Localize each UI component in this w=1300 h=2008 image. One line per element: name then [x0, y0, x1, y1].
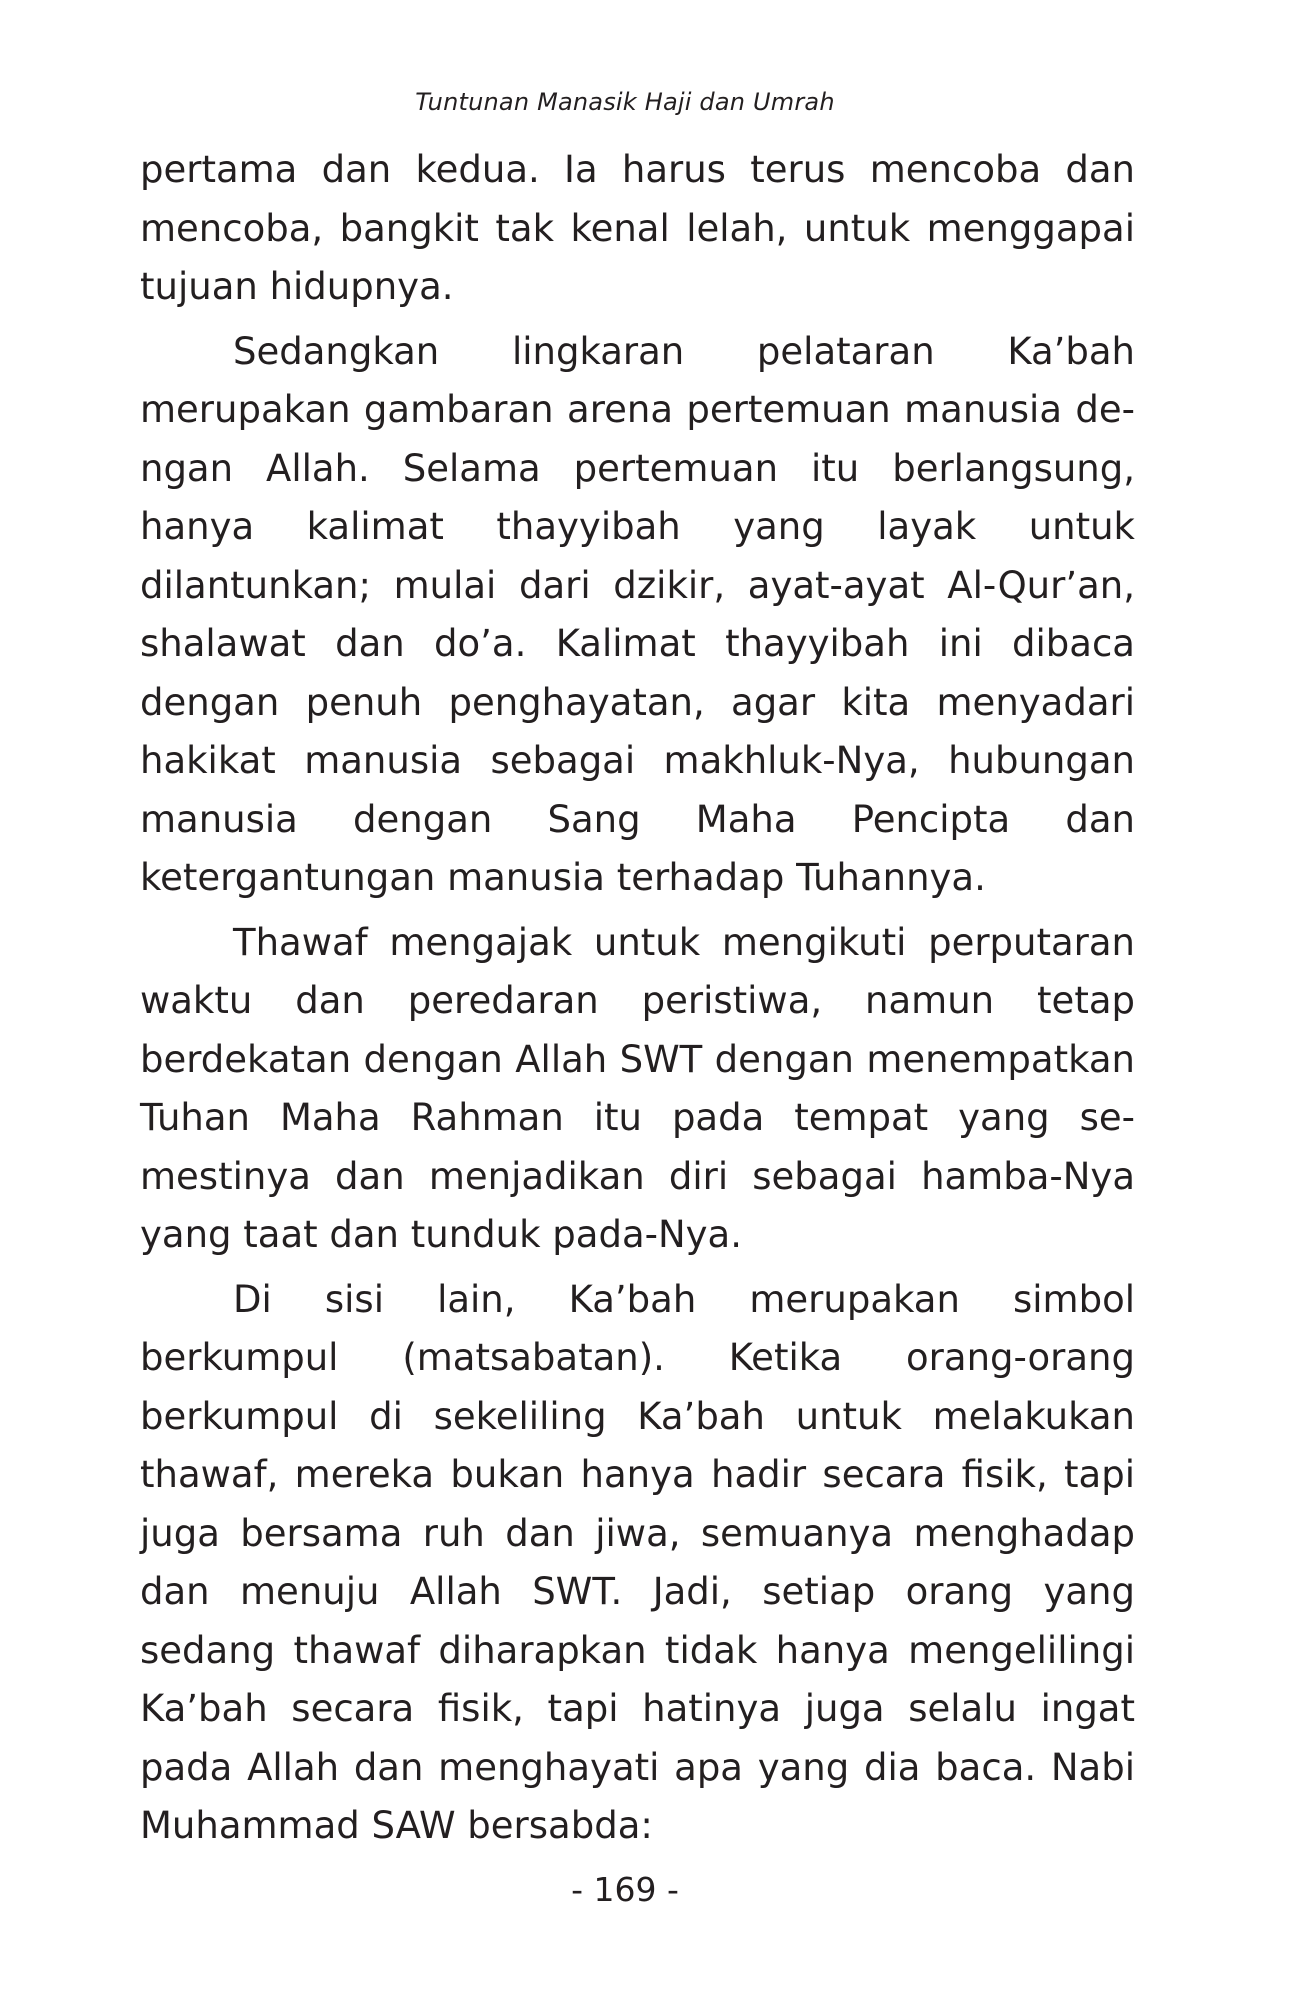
paragraph-1: pertama dan kedua. Ia harus terus mencoba dan mencoba, bangkit tak kenal lelah, untuk menggapai tujuan hidupnya. [140, 148, 1135, 308]
running-header: Tuntunan Manasik Haji dan Umrah [415, 88, 835, 116]
page-number: - 169 - [571, 1870, 679, 1909]
paragraph-3: Thawaf mengajak untuk mengikuti perputaran waktu dan peredaran peristiwa, namun tetap berdekatan dengan Allah SWT dengan menempatkan Tuhan Maha Rahman itu pada tempat yang semestinya dan menjadikan diri sebagai hamba-Nya yang taat dan tunduk pada-Nya. [140, 920, 1135, 1256]
body-text [140, 141, 1135, 1862]
paragraph-4: Di sisi lain, Ka’bah merupakan simbol berkumpul (matsabatan). Ketika orang-orang berkumpul di sekeliling Ka’bah untuk melakukan thawaf, mereka bukan hanya hadir secara fisik, tapi juga bersama ruh dan jiwa, semuanya menghadap dan menuju Allah SWT. Jadi, setiap orang yang sedang thawaf diharapkan tidak hanya mengelilingi Ka’bah secara fisik, tapi hatinya juga selalu ingat pada Allah dan menghayati apa yang dia baca. Nabi Muhammad SAW bersabda: [140, 1277, 1135, 1847]
paragraph-2: Sedangkan lingkaran pelataran Ka’bah merupakan gambaran arena pertemuan manusia dengan Allah. Selama pertemuan itu berlangsung, hanya kalimat thayyibah yang layak untuk dilantunkan; mulai dari dzikir, ayat-ayat Al-Qur’an, shalawat dan do’a. Kalimat thayyibah ini dibaca dengan penuh penghayatan, agar kita menyadari hakikat manusia sebagai makhluk-Nya, hubungan manusia dengan Sang Maha Pencipta dan ketergantungan manusia terhadap Tuhannya. [140, 329, 1135, 899]
